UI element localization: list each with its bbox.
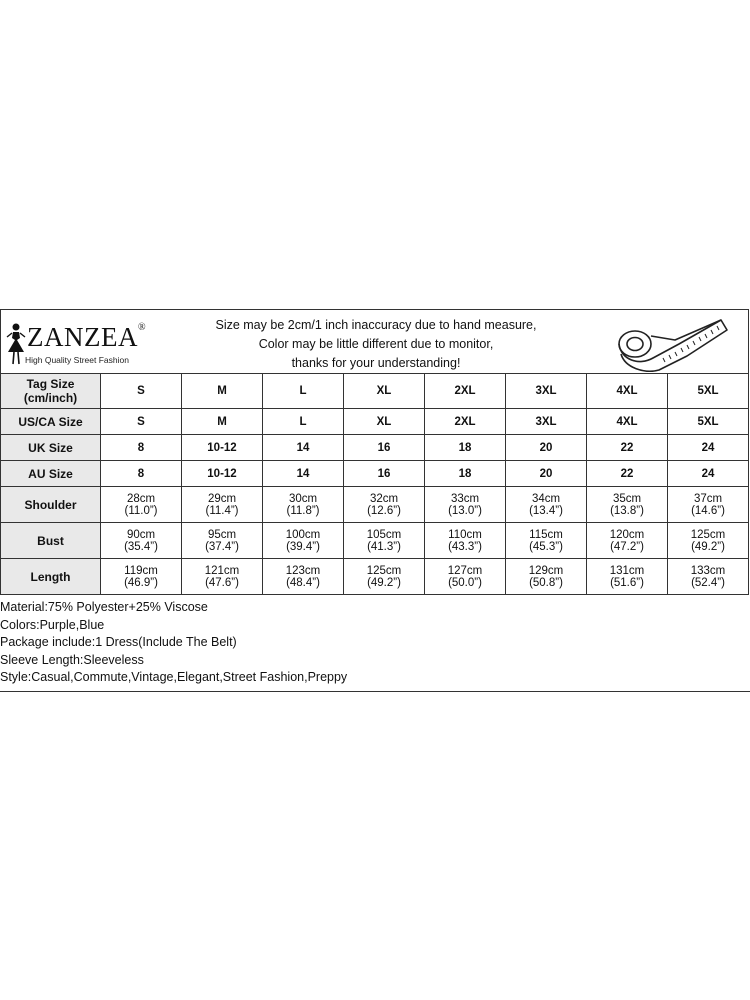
size-chart	[0, 309, 750, 692]
inch-value: (49.2”)	[367, 576, 401, 589]
inch-value: (13.4”)	[529, 504, 563, 517]
table-cell: 20	[506, 461, 587, 487]
brand-tagline: High Quality Street Fashion	[25, 355, 129, 365]
inch-value: (48.4”)	[286, 576, 320, 589]
table-cell: 18	[425, 461, 506, 487]
table-cell: 16	[344, 461, 425, 487]
table-cell: 20	[506, 435, 587, 461]
table-cell	[506, 487, 587, 523]
cm-value: 123cm	[285, 564, 321, 577]
table-cell	[668, 487, 749, 523]
brand-logo	[5, 318, 145, 370]
inch-value: (14.6”)	[691, 504, 725, 517]
cm-value: 133cm	[690, 564, 726, 577]
cm-value: 35cm	[612, 492, 642, 505]
table-cell	[425, 487, 506, 523]
table-cell: 22	[587, 461, 668, 487]
table-cell	[425, 523, 506, 559]
detail-line: Colors:Purple,Blue	[0, 617, 105, 632]
table-cell	[101, 559, 182, 595]
table-cell	[263, 559, 344, 595]
table-cell	[425, 559, 506, 595]
table-cell	[668, 523, 749, 559]
label-line: (cm/inch)	[23, 391, 78, 405]
detail-line: Package include:1 Dress(Include The Belt)	[0, 635, 237, 650]
table-cell: 4XL	[587, 409, 668, 435]
detail-line: Sleeve Length:Sleeveless	[0, 652, 144, 667]
table-cell	[182, 523, 263, 559]
notice-line: thanks for your understanding!	[291, 356, 461, 370]
row-label: Shoulder	[1, 487, 101, 523]
cm-value: 127cm	[447, 564, 483, 577]
inch-value: (11.0”)	[124, 504, 158, 517]
cm-value: 110cm	[448, 528, 482, 541]
detail-line: Style:Casual,Commute,Vintage,Elegant,Street Fashion,Preppy	[0, 670, 348, 685]
table-cell: 10-12	[182, 435, 263, 461]
table-cell: 16	[344, 435, 425, 461]
table-cell: 3XL	[506, 409, 587, 435]
table-cell	[263, 487, 344, 523]
inch-value: (41.3”)	[367, 540, 401, 553]
cm-value: 32cm	[369, 492, 399, 505]
table-cell	[587, 559, 668, 595]
size-chart-header	[0, 309, 749, 373]
inch-value: (13.0”)	[448, 504, 482, 517]
table-cell: 24	[668, 435, 749, 461]
table-cell: 24	[668, 461, 749, 487]
cm-value: 37cm	[693, 492, 723, 505]
table-cell	[344, 523, 425, 559]
table-cell: 18	[425, 435, 506, 461]
notice-line: Color may be little different due to monitor,	[258, 337, 494, 351]
table-row	[1, 409, 749, 435]
label-line: Tag Size	[26, 377, 75, 391]
detail-line: Material:75% Polyester+25% Viscose	[0, 600, 208, 614]
inch-value: (45.3”)	[529, 540, 563, 553]
inch-value: (51.6”)	[610, 576, 644, 589]
cm-value: 121cm	[204, 564, 240, 577]
woman-silhouette-icon	[5, 322, 27, 366]
table-cell	[668, 559, 749, 595]
table-cell	[101, 487, 182, 523]
cm-value: 125cm	[690, 528, 726, 541]
inch-value: (43.3”)	[448, 540, 482, 553]
notice-line: Size may be 2cm/1 inch inaccuracy due to hand measure,	[215, 318, 537, 332]
table-cell: 5XL	[668, 374, 749, 409]
table-cell	[182, 487, 263, 523]
table-cell: 3XL	[506, 374, 587, 409]
cm-value: 115cm	[529, 528, 563, 541]
table-cell: XL	[344, 409, 425, 435]
cm-value: 28cm	[126, 492, 156, 505]
table-cell: 2XL	[425, 409, 506, 435]
inch-value: (46.9”)	[124, 576, 158, 589]
accuracy-notice	[171, 316, 581, 373]
table-cell	[587, 523, 668, 559]
table-cell: 14	[263, 435, 344, 461]
measuring-tape-icon	[609, 314, 729, 372]
table-cell	[101, 523, 182, 559]
inch-value: (35.4”)	[124, 540, 158, 553]
inch-value: (37.4”)	[205, 540, 239, 553]
cm-value: 131cm	[609, 564, 645, 577]
row-label: Length	[1, 559, 101, 595]
table-cell: 10-12	[182, 461, 263, 487]
cm-value: 125cm	[366, 564, 402, 577]
divider	[0, 691, 750, 692]
table-cell	[344, 559, 425, 595]
size-table	[0, 373, 749, 595]
cm-value: 100cm	[285, 528, 321, 541]
table-cell: S	[101, 409, 182, 435]
table-cell: 2XL	[425, 374, 506, 409]
inch-value: (49.2”)	[691, 540, 725, 553]
table-cell	[506, 559, 587, 595]
row-label: AU Size	[1, 461, 101, 487]
inch-value: (11.4”)	[205, 504, 239, 517]
table-row	[1, 523, 749, 559]
table-cell: M	[182, 374, 263, 409]
cm-value: 33cm	[450, 492, 480, 505]
table-cell: L	[263, 374, 344, 409]
inch-value: (39.4”)	[286, 540, 320, 553]
row-label: US/CA Size	[1, 409, 101, 435]
row-label	[1, 374, 101, 409]
inch-value: (47.6”)	[205, 576, 239, 589]
table-row	[1, 487, 749, 523]
inch-value: (12.6”)	[367, 504, 401, 517]
row-label: UK Size	[1, 435, 101, 461]
inch-value: (13.8”)	[610, 504, 644, 517]
inch-value: (47.2”)	[610, 540, 644, 553]
table-cell: 14	[263, 461, 344, 487]
cm-value: 105cm	[366, 528, 402, 541]
product-details	[0, 599, 750, 687]
table-cell: XL	[344, 374, 425, 409]
cm-value: 90cm	[126, 528, 156, 541]
inch-value: (50.0”)	[448, 576, 482, 589]
table-cell	[263, 523, 344, 559]
table-cell	[587, 487, 668, 523]
inch-value: (11.8”)	[286, 504, 320, 517]
row-label: Bust	[1, 523, 101, 559]
cm-value: 30cm	[288, 492, 318, 505]
table-cell: L	[263, 409, 344, 435]
inch-value: (52.4”)	[691, 576, 725, 589]
cm-value: 119cm	[124, 564, 158, 577]
cm-value: 34cm	[531, 492, 561, 505]
table-cell	[506, 523, 587, 559]
cm-value: 120cm	[609, 528, 645, 541]
table-row	[1, 461, 749, 487]
table-row	[1, 435, 749, 461]
cm-value: 95cm	[207, 528, 237, 541]
table-row	[1, 374, 749, 409]
table-cell: M	[182, 409, 263, 435]
cm-value: 129cm	[528, 564, 564, 577]
table-cell: 5XL	[668, 409, 749, 435]
table-cell: 8	[101, 435, 182, 461]
brand-name: ZANZEA®	[27, 322, 147, 352]
table-cell	[182, 559, 263, 595]
table-row	[1, 559, 749, 595]
table-cell: 22	[587, 435, 668, 461]
table-cell: 8	[101, 461, 182, 487]
inch-value: (50.8”)	[529, 576, 563, 589]
cm-value: 29cm	[207, 492, 237, 505]
table-cell: 4XL	[587, 374, 668, 409]
table-cell	[344, 487, 425, 523]
table-cell: S	[101, 374, 182, 409]
